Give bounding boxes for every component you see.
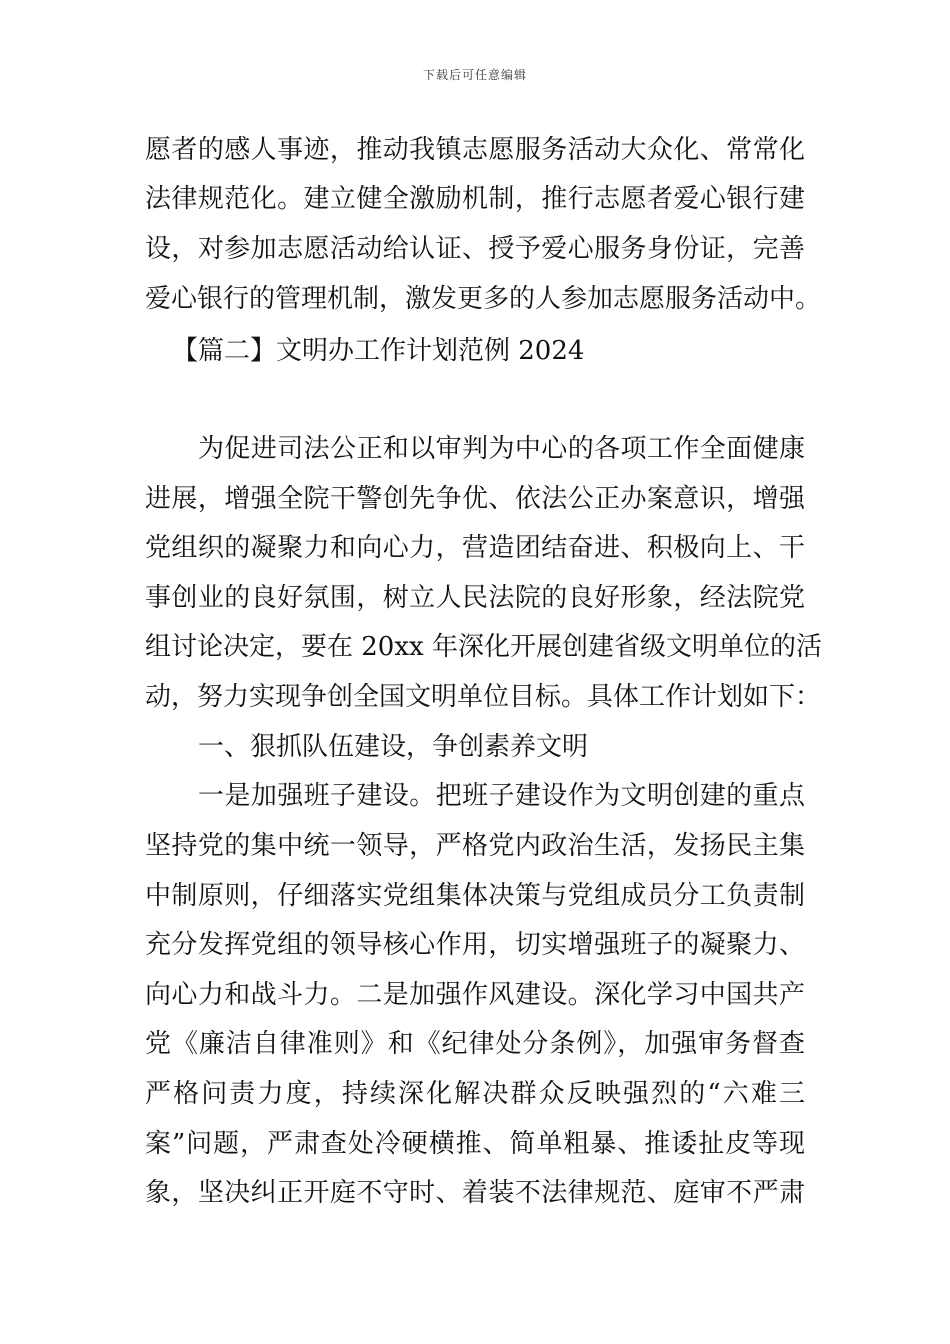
body-line-7: 进展，增强全院干警创先争优、依法公正办案意识，增强 bbox=[145, 484, 805, 514]
body-line-14: 坚持党的集中统一领导，严格党内政治生活，发扬民主集 bbox=[145, 831, 805, 861]
page-header-note: 下载后可任意编辑 bbox=[422, 68, 527, 82]
body-line-11: 动，努力实现争创全国文明单位目标。具体工作计划如下： bbox=[145, 682, 822, 712]
body-line-6: 为促进司法公正和以审判为中心的各项工作全面健康 bbox=[198, 434, 805, 464]
body-line-2: 法律规范化。建立健全激励机制，推行志愿者爱心银行建 bbox=[145, 184, 805, 214]
body-line-20: 案”问题，严肃查处冷硬横推、简单粗暴、推诿扯皮等现 bbox=[145, 1129, 805, 1159]
body-line-16: 充分发挥党组的领导核心作用，切实增强班子的凝聚力、 bbox=[145, 930, 805, 960]
body-line-13: 一是加强班子建设。把班子建设作为文明创建的重点 bbox=[198, 781, 805, 811]
body-line-18: 党《廉洁自律准则》和《纪律处分条例》，加强审务督查 bbox=[145, 1029, 805, 1059]
body-line-1: 愿者的感人事迹，推动我镇志愿服务活动大众化、常常化 bbox=[145, 135, 805, 165]
body-line-21: 象，坚决纠正开庭不守时、着装不法律规范、庭审不严肃 bbox=[145, 1178, 805, 1208]
section-heading-one: 一、狠抓队伍建设，争创素养文明 bbox=[198, 732, 589, 762]
body-line-10: 组讨论决定，要在 20xx 年深化开展创建省级文明单位的活 bbox=[145, 632, 822, 662]
body-line-3: 设，对参加志愿活动给认证、授予爱心服务身份证，完善 bbox=[145, 234, 805, 264]
body-line-19: 严格问责力度，持续深化解决群众反映强烈的“六难三 bbox=[145, 1079, 805, 1109]
body-line-9: 事创业的良好氛围，树立人民法院的良好形象，经法院党 bbox=[145, 583, 805, 613]
body-line-8: 党组织的凝聚力和向心力，营造团结奋进、积极向上、干 bbox=[145, 533, 805, 563]
body-line-4: 爱心银行的管理机制，激发更多的人参加志愿服务活动中。 bbox=[145, 284, 822, 314]
body-line-17: 向心力和战斗力。二是加强作风建设。深化学习中国共产 bbox=[145, 980, 805, 1010]
body-line-15: 中制原则，仔细落实党组集体决策与党组成员分工负责制 bbox=[145, 881, 805, 911]
section-heading-part-two: 【篇二】文明办工作计划范例 2024 bbox=[172, 336, 585, 366]
